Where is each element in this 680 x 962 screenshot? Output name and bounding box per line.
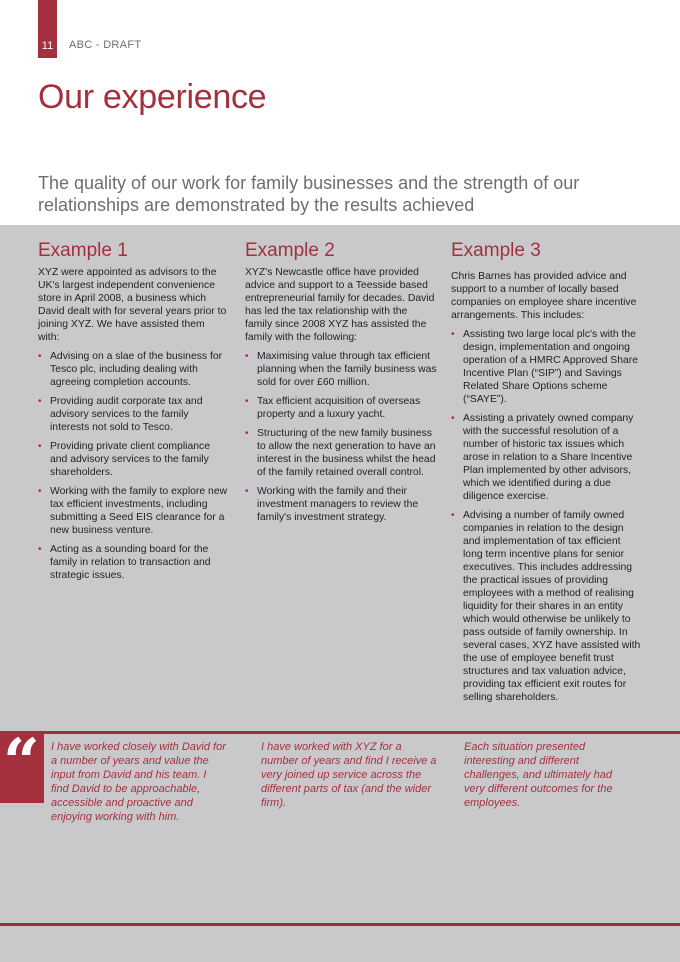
example-1-intro: XYZ were appointed as advisors to the UK's largest independent convenience store in April 2008, a business which David dealt with for several years prior to joining XYZ. We have assisted them with: xyxy=(38,267,227,343)
list-item xyxy=(38,350,228,389)
example-1-heading: Example 1 xyxy=(38,240,128,261)
testimonial-quote-3: Each situation presented interesting and different challenges, and ultimately had very different outcomes for the employees. xyxy=(464,741,613,809)
example-3-intro: Chris Barnes has provided advice and support to a number of locally based companies on employee share incentive arrangements. This includes: xyxy=(451,271,637,321)
example-2-column xyxy=(245,240,437,530)
testimonial-quote-2: I have worked with XYZ for a number of years and find I receive a very joined up service across the different parts of tax (and the wider firm). xyxy=(261,741,437,809)
bullet-icon: • xyxy=(245,351,249,362)
bullet-icon: • xyxy=(451,413,455,424)
bullet-icon: • xyxy=(38,544,42,555)
list-item xyxy=(451,509,643,704)
list-item xyxy=(451,328,643,406)
page-title: Our experience xyxy=(38,78,267,116)
bullet-icon: • xyxy=(38,351,42,362)
bullet-icon: • xyxy=(245,396,249,407)
bullet-icon: • xyxy=(38,486,42,497)
list-item xyxy=(245,350,437,389)
list-item xyxy=(38,543,228,582)
list-item-text: Assisting two large local plc's with the design, implementation and ongoing operation of a HMRC Approved Share Incentive Plan (“SIP”) and Savings Related Share Options scheme (“SAYE”). xyxy=(463,329,639,405)
bullet-icon: • xyxy=(38,396,42,407)
bullet-icon: • xyxy=(245,428,249,439)
list-item xyxy=(245,427,437,479)
list-item-text: Advising a number of family owned companies in relation to the design and implementation of tax efficient long term incentive plans for senior executives. This includes addressing the practical issues of providing employees with a method of realising liquidity for their shares in an entity which would otherwise be unlikely to pass outside of family ownership. In several cases, XYZ have assisted with the use of employee benefit trust structures and tax valuation advice, providing tax efficient exit routes for selling shareholders. xyxy=(463,510,641,703)
example-2-list xyxy=(245,350,437,524)
list-item-text: Advising on a slae of the business for Tesco plc, including dealing with agreeing completion accounts. xyxy=(50,351,223,388)
example-3-heading: Example 3 xyxy=(451,240,541,261)
document-label: ABC - DRAFT xyxy=(69,39,142,51)
quotes-bottom-divider xyxy=(0,923,680,926)
list-item-text: Working with the family to explore new tax efficient investments, including submitting a Seed EIS clearance for a new business venture. xyxy=(50,486,228,536)
example-1-column xyxy=(38,240,228,588)
bullet-icon: • xyxy=(245,486,249,497)
list-item xyxy=(245,485,437,524)
quote-icon: “ xyxy=(3,725,40,800)
list-item xyxy=(38,395,228,434)
example-2-heading: Example 2 xyxy=(245,240,335,261)
list-item-text: Working with the family and their investment managers to review the family's investment strategy. xyxy=(257,486,419,523)
list-item xyxy=(245,395,437,421)
list-item-text: Providing private client compliance and advisory services to the family shareholders. xyxy=(50,441,210,478)
testimonial-quote-1: I have worked closely with David for a number of years and value the input from David and his team. I find David to be approachable, accessible and proactive and enjoying working with him. xyxy=(51,741,226,823)
example-3-column xyxy=(451,240,643,710)
example-3-list xyxy=(451,328,643,704)
bullet-icon: • xyxy=(451,510,455,521)
list-item-text: Assisting a privately owned company with the successful resolution of a number of historic tax issues which arose in relation to a Share Incentive Plan implemented by other advisors, which we identified during a due diligence exercise. xyxy=(463,413,634,502)
list-item xyxy=(451,412,643,503)
list-item xyxy=(38,440,228,479)
page-number: 11 xyxy=(41,40,54,52)
quotes-top-divider xyxy=(0,731,680,734)
example-1-list xyxy=(38,350,228,582)
example-2-intro: XYZ's Newcastle office have provided advice and support to a Teesside based entrepreneurial family for decades. David has led the tax relationship with the family since 2008 XYZ has assisted the family with the following: xyxy=(245,267,435,343)
list-item-text: Structuring of the new family business to allow the next generation to have an interest in the business whilst the head of the family retained overall control. xyxy=(257,428,436,478)
list-item-text: Acting as a sounding board for the family in relation to transaction and strategic issues. xyxy=(50,544,211,581)
bullet-icon: • xyxy=(451,329,455,340)
page-subtitle: The quality of our work for family businesses and the strength of our relationships are demonstrated by the results achieved xyxy=(38,173,580,215)
bullet-icon: • xyxy=(38,441,42,452)
list-item-text: Maximising value through tax efficient planning when the family business was sold for over £60 million. xyxy=(257,351,437,388)
list-item-text: Providing audit corporate tax and advisory services to the family interests not sold to Tesco. xyxy=(50,396,203,433)
list-item xyxy=(38,485,228,537)
list-item-text: Tax efficient acquisition of overseas property and a luxury yacht. xyxy=(257,396,421,420)
